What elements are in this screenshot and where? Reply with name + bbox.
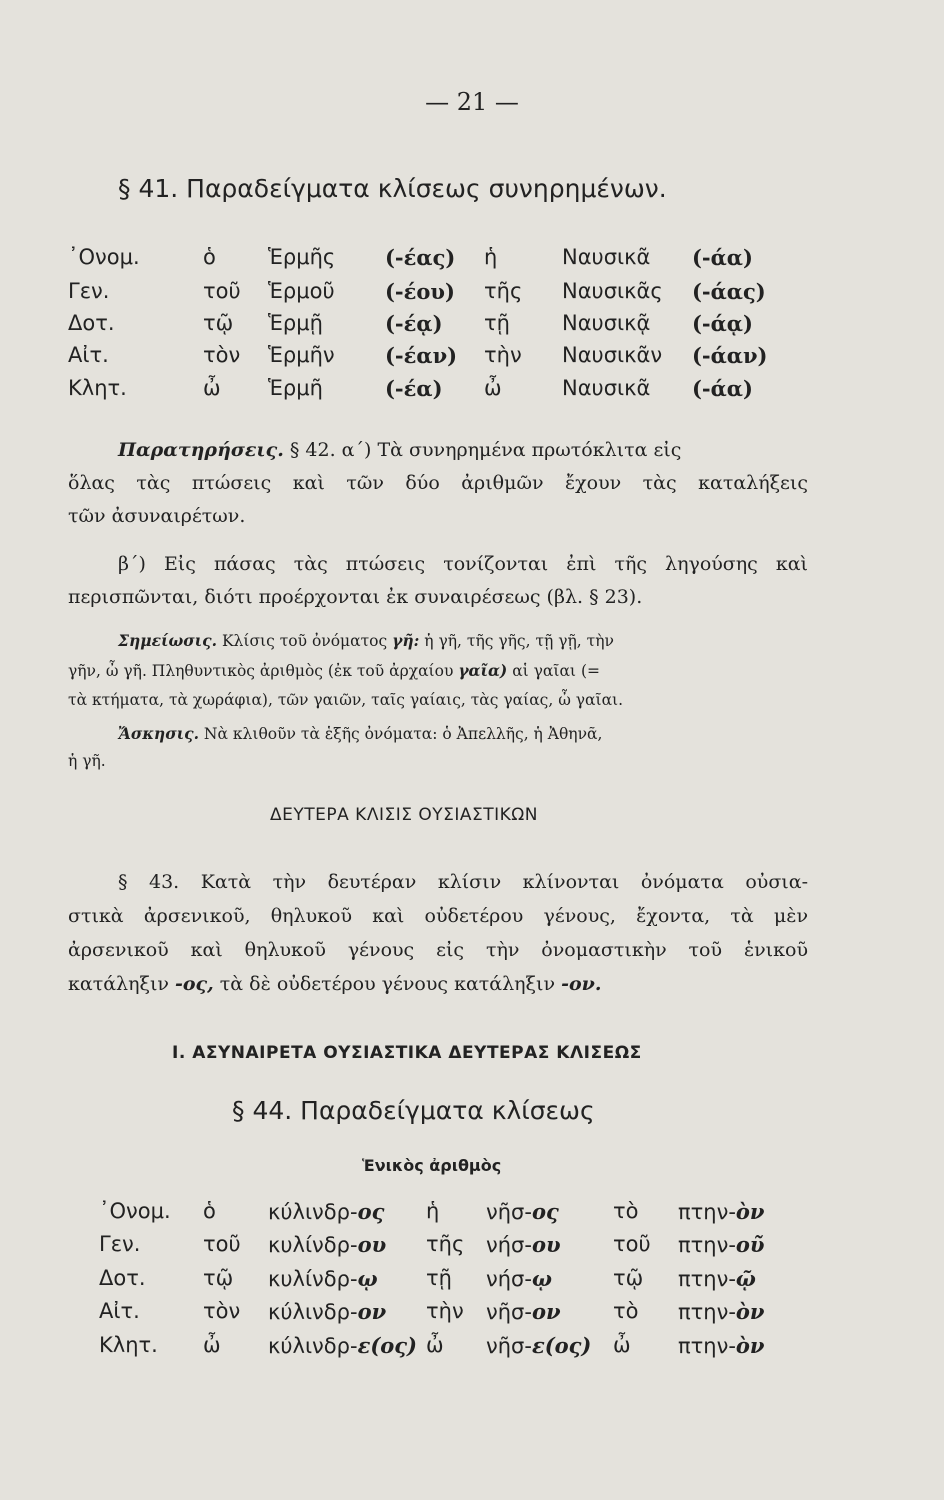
- noun: νῆσ-ε(ος): [486, 1333, 592, 1358]
- case-label: Αἰτ.: [99, 1299, 140, 1323]
- page-number: — 21 —: [425, 88, 519, 116]
- exercise-label: Ἄσκησις.: [118, 724, 199, 743]
- exercise-line: ἡ γῆ.: [68, 752, 106, 770]
- noun: Ἑρμῆς: [268, 245, 336, 269]
- noun: νήσ-ῳ: [486, 1266, 552, 1291]
- case-label: ᾽Ονομ.: [68, 245, 140, 269]
- para-line: [118, 434, 808, 467]
- article: ὦ: [203, 1333, 221, 1357]
- ending: (-άᾳ): [692, 311, 753, 336]
- noun: Ναυσικᾶν: [562, 343, 663, 367]
- article: ὁ: [203, 1199, 216, 1223]
- article: ὁ: [203, 245, 216, 269]
- case-label: ᾽Ονομ.: [99, 1199, 171, 1223]
- noun: κύλινδρ-ε(ος): [268, 1333, 417, 1358]
- article: τῆς: [484, 279, 523, 303]
- para-text: κατάληξιν: [68, 973, 169, 995]
- section-44-title: § 44. Παραδείγματα κλίσεως: [232, 1096, 595, 1125]
- article: τῇ: [426, 1266, 452, 1290]
- noun: Ναυσικᾶ: [562, 245, 651, 269]
- case-label: Κλητ.: [99, 1333, 158, 1357]
- article: τῇ: [484, 311, 510, 335]
- ending: (-άα): [692, 376, 753, 401]
- article: τὸν: [203, 1299, 241, 1323]
- noun: Ἑρμοῦ: [268, 279, 335, 303]
- article: τὴν: [484, 343, 522, 367]
- exercise-text: Νὰ κλιθοῦν τὰ ἑξῆς ὀνόματα: ὁ Ἀπελλῆς, ἡ Ἀθηνᾶ,: [203, 725, 603, 743]
- article: τῆς: [426, 1232, 465, 1256]
- noun: Ἑρμῆ: [268, 376, 323, 400]
- note-line: [118, 625, 614, 657]
- article: τοῦ: [203, 279, 241, 303]
- noun: κυλίνδρ-ου: [268, 1232, 387, 1257]
- noun: πτην-ὸν: [678, 1333, 765, 1358]
- article: ἡ: [484, 245, 498, 269]
- noun: Ἑρμῆν: [268, 343, 335, 367]
- article: ὦ: [203, 376, 221, 400]
- noun: Ναυσικᾶ: [562, 376, 651, 400]
- noun: νήσ-ου: [486, 1232, 561, 1257]
- case-label: Δοτ.: [68, 311, 115, 335]
- note-label: Σημείωσις.: [118, 631, 218, 650]
- note-text: Κλίσις τοῦ ὀνόματος: [221, 632, 388, 650]
- noun: Ναυσικᾶς: [562, 279, 663, 303]
- article: τὸ: [613, 1199, 639, 1223]
- note-text: γῆν, ὦ γῆ. Πληθυντικὸς ἀριθμὸς (ἐκ τοῦ ἀρχαίου: [68, 662, 454, 680]
- case-label: Γεν.: [99, 1232, 141, 1256]
- article: ὦ: [613, 1333, 631, 1357]
- ending-os: -ος,: [174, 973, 214, 995]
- article: τὸ: [613, 1299, 639, 1323]
- case-label: Αἰτ.: [68, 343, 109, 367]
- noun: κύλινδρ-ος: [268, 1199, 385, 1224]
- noun: νῆσ-ον: [486, 1299, 561, 1324]
- ending: (-έας): [385, 245, 456, 270]
- para-line: § 43. Κατὰ τὴν δευτέραν κλίσιν κλίνονται ὀνόματα οὐσια-: [118, 871, 808, 893]
- article: τοῦ: [613, 1232, 651, 1256]
- article: τὸν: [203, 343, 241, 367]
- para-line: β΄) Εἰς πάσας τὰς πτώσεις τονίζονται ἐπὶ τῆς ληγούσης καὶ: [118, 553, 808, 575]
- noun: Ναυσικᾷ: [562, 311, 651, 335]
- article: τῷ: [203, 311, 234, 335]
- exercise-line: [118, 718, 602, 750]
- ending: (-άα): [692, 245, 753, 270]
- note-word: γαῖα): [458, 661, 508, 680]
- noun: κυλίνδρ-ῳ: [268, 1266, 378, 1291]
- section-heading-uncontracted: Ι. ΑΣΥΝΑΙΡΕΤΑ ΟΥΣΙΑΣΤΙΚΑ ΔΕΥΤΕΡΑΣ ΚΛΙΣΕΩΣ: [172, 1043, 642, 1063]
- note-text: αἱ γαῖαι (=: [512, 662, 600, 680]
- article: ὦ: [484, 376, 502, 400]
- note-text: ἡ γῆ, τῆς γῆς, τῇ γῇ, τὴν: [424, 632, 614, 650]
- case-label: Γεν.: [68, 279, 110, 303]
- para-line: στικὰ ἀρσενικοῦ, θηλυκοῦ καὶ οὐδετέρου γένους, ἔχοντα, τὰ μὲν: [68, 905, 808, 927]
- ending: (-έᾳ): [385, 311, 443, 336]
- note-line: τὰ κτήματα, τὰ χωράφια), τῶν γαιῶν, ταῖς γαίαις, τὰς γαίας, ὦ γαῖαι.: [68, 691, 624, 709]
- ending: (-έαν): [385, 343, 458, 368]
- para-line: [68, 968, 601, 1001]
- para-line: τῶν ἀσυναιρέτων.: [68, 505, 246, 527]
- noun: πτην-ὸν: [678, 1299, 765, 1324]
- ending: (-έου): [385, 279, 455, 304]
- article: τὴν: [426, 1299, 464, 1323]
- article: τῷ: [613, 1266, 644, 1290]
- article: τοῦ: [203, 1232, 241, 1256]
- section-41-title: § 41. Παραδείγματα κλίσεως συνηρημένων.: [118, 174, 667, 203]
- noun: πτην-ῷ: [678, 1266, 756, 1291]
- note-word: γῆ:: [392, 631, 420, 650]
- case-label: Δοτ.: [99, 1266, 146, 1290]
- para-line: ὅλας τὰς πτώσεις καὶ τῶν δύο ἀριθμῶν ἔχουν τὰς καταλήξεις: [68, 472, 808, 494]
- singular-subtitle: Ἑνικὸς ἀριθμὸς: [362, 1156, 502, 1175]
- ending: (-άαν): [692, 343, 768, 368]
- note-line: [68, 655, 600, 687]
- observations-label: Παρατηρήσεις.: [118, 439, 284, 461]
- article: τῷ: [203, 1266, 234, 1290]
- ending-on: -ον.: [561, 973, 602, 995]
- ending: (-άας): [692, 279, 766, 304]
- noun: Ἑρμῇ: [268, 311, 323, 335]
- section-heading-second-declension: ΔΕΥΤΕΡΑ ΚΛΙΣΙΣ ΟΥΣΙΑΣΤΙΚΩΝ: [270, 805, 538, 825]
- para-text: τὰ δὲ οὐδετέρου γένους κατάληξιν: [219, 973, 556, 995]
- noun: νῆσ-ος: [486, 1199, 559, 1224]
- ending: (-έα): [385, 376, 443, 401]
- observations-text: § 42. α΄) Τὰ συνηρημένα πρωτόκλιτα εἰς: [289, 439, 682, 461]
- para-line: ἀρσενικοῦ καὶ θηλυκοῦ γένους εἰς τὴν ὀνομαστικὴν τοῦ ἑνικοῦ: [68, 939, 808, 961]
- case-label: Κλητ.: [68, 376, 127, 400]
- noun: πτην-ὸν: [678, 1199, 765, 1224]
- noun: πτην-οῦ: [678, 1232, 765, 1257]
- article: ἡ: [426, 1199, 440, 1223]
- article: ὦ: [426, 1333, 444, 1357]
- noun: κύλινδρ-ον: [268, 1299, 387, 1324]
- para-line: περισπῶνται, διότι προέρχονται ἐκ συναιρέσεως (βλ. § 23).: [68, 586, 643, 608]
